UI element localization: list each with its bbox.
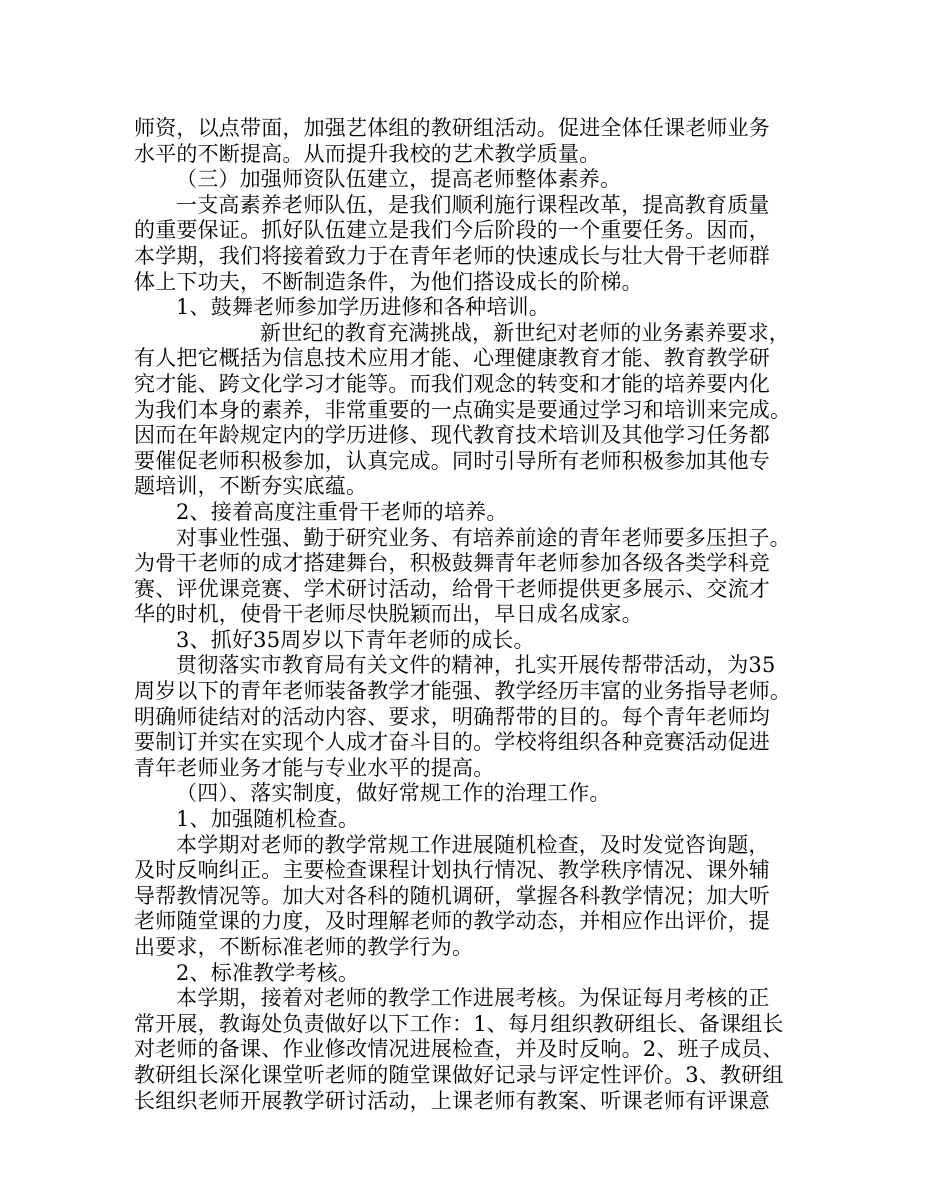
text-line: 周岁以下的青年老师装备教学才能强、教学经历丰富的业务指导老师。	[134, 679, 792, 704]
subsection-heading: 2、接着高度注重骨干老师的培养。	[176, 499, 508, 524]
subsection-heading: 1、加强随机检查。	[176, 807, 360, 832]
text-line: 因而在年龄规定内的学历进修、现代教育技术培训及其他学习任务都	[134, 423, 770, 448]
text-line: 本学期对老师的教学常规工作进展随机检查，及时发觉咨询题，	[176, 832, 770, 857]
text-line: 为我们本身的素养，非常重要的一点确实是要通过学习和培训来完成。	[134, 397, 792, 422]
text-line: 题培训，不断夯实底蕴。	[134, 474, 368, 499]
text-line: 对事业性强、勤于研究业务、有培养前途的青年老师要多压担子。	[176, 525, 791, 550]
text-line: 青年老师业务才能与专业水平的提高。	[134, 755, 495, 780]
text-line: 及时反响纠正。主要检查课程计划执行情况、教学秩序情况、课外辅	[134, 858, 770, 883]
subsection-heading: 2、标准教学考核。	[176, 960, 360, 985]
text-line: 一支高素养老师队伍，是我们顺利施行课程改革，提高教育质量	[176, 192, 770, 217]
text-line: 出要求，不断标准老师的教学行为。	[134, 935, 474, 959]
text-line: 水平的不断提高。从而提升我校的艺术教学质量。	[134, 141, 601, 166]
text-line: 老师随堂课的力度，及时理解老师的教学动态，并相应作出评价，提	[134, 909, 770, 934]
text-line: 常开展，教诲处负责做好以下工作：1、每月组织教研组长、备课组长	[134, 1011, 784, 1036]
section-heading: （三）加强师资队伍建立，提高老师整体素养。	[176, 167, 622, 192]
text-line: 导帮教情况等。加大对各科的随机调研，掌握各科教学情况；加大听	[134, 883, 770, 908]
text-line: 赛、评优课竞赛、学术研讨活动，给骨干老师提供更多展示、交流才	[134, 576, 770, 601]
subsection-heading: 3、抓好35周岁以下青年老师的成长。	[176, 627, 535, 652]
text-line: 长组织老师开展教学研讨活动，上课老师有教案、听课老师有评课意	[134, 1088, 770, 1113]
text-line: 体上下功夫，不断制造条件，为他们搭设成长的阶梯。	[134, 269, 643, 294]
text-line: 的重要保证。抓好队伍建立是我们今后阶段的一个重要任务。因而，	[134, 218, 770, 243]
text-line: 有人把它概括为信息技术应用才能、心理健康教育才能、教育教学研	[134, 346, 770, 371]
text-line: 贯彻落实市教育局有关文件的精神，扎实开展传帮带活动，为35	[176, 653, 776, 678]
text-line: 为骨干老师的成才搭建舞台，积极鼓舞青年老师参加各级各类学科竞	[134, 551, 770, 576]
text-line: 师资，以点带面，加强艺体组的教研组活动。促进全体任课老师业务	[134, 116, 770, 140]
text-line: 本学期，我们将接着致力于在青年老师的快速成长与壮大骨干老师群	[134, 243, 770, 268]
section-heading: （四）、落实制度，做好常规工作的治理工作。	[176, 781, 611, 806]
text-line: 教研组长深化课堂听老师的随堂课做好记录与评定性评价。3、教研组	[134, 1062, 784, 1087]
text-line: 对老师的备课、作业修改情况进展检查，并及时反响。2、班子成员、	[134, 1037, 784, 1062]
text-line: 要制订并实在实现个人成才奋斗目的。学校将组织各种竞赛活动促进	[134, 730, 770, 755]
text-line: 本学期，接着对老师的教学工作进展考核。为保证每月考核的正	[176, 986, 770, 1011]
text-line: 要催促老师积极参加，认真完成。同时引导所有老师积极参加其他专	[134, 448, 770, 473]
text-line: 究才能、跨文化学习才能等。而我们观念的转变和才能的培养要内化	[134, 371, 770, 396]
text-line: 华的时机，使骨干老师尽快脱颖而出，早日成名成家。	[134, 602, 643, 627]
text-line: 新世纪的教育充满挑战，新世纪对老师的业务素养要求，	[260, 320, 790, 345]
document-body	[134, 116, 824, 1114]
subsection-heading: 1、鼓舞老师参加学历进修和各种培训。	[176, 295, 550, 320]
text-line: 明确师徒结对的活动内容、要求，明确帮带的目的。每个青年老师均	[134, 704, 770, 729]
